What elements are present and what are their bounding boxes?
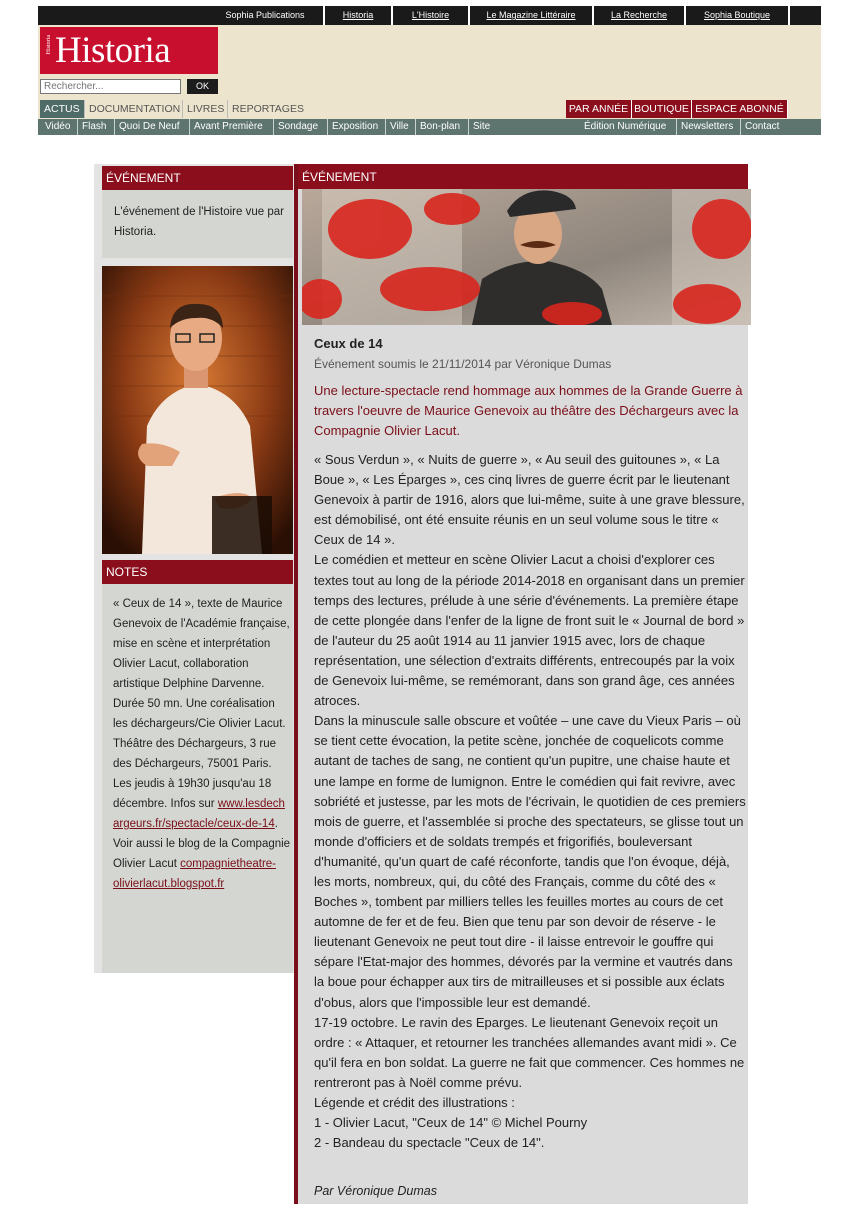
nav-documentation[interactable]: DOCUMENTATION [84,100,184,118]
subnav-ville[interactable]: Ville [385,119,409,135]
event-heading: ÉVÉNEMENT [102,166,293,190]
nav-boutique[interactable]: BOUTIQUE [632,100,692,118]
banner-illustration [302,189,751,325]
article-section-heading: ÉVÉNEMENT [298,164,748,189]
notes-text [113,594,291,894]
blog-link[interactable]: compagnietheatre-olivierlacut.blogspot.fr [113,858,277,890]
article-paragraph: 17-19 octobre. Le ravin des Eparges. Le lieutenant Genevoix reçoit un ordre : « Attaquer, et retourner les tranchées allemandes avant midi ». Ce qu'il fera en bon soldat. La guerre ne fait que commencer. Ces hommes ne rentreront pas à Noël comme prévu. [314,1014,745,1090]
top-link-historia[interactable]: Historia [323,6,391,25]
subnav-edition-numerique[interactable]: Édition Numérique [584,121,667,132]
subnav-flash[interactable]: Flash [77,119,106,135]
subnav-video[interactable]: Vidéo [45,121,71,132]
article-title: Ceux de 14 [314,336,383,351]
subnav-sondage[interactable]: Sondage [273,119,318,135]
top-link-magazine[interactable]: Le Magazine Littéraire [468,6,592,25]
publisher-bar [38,6,821,25]
nav-livres[interactable]: LIVRES [182,100,228,118]
historia-logo[interactable] [40,27,218,74]
notes-heading: NOTES [102,560,293,584]
sub-nav [38,119,821,135]
subnav-quoi-de-neuf[interactable]: Quoi De Neuf [114,119,180,135]
subnav-bon-plan[interactable]: Bon-plan [415,119,460,135]
subnav-site[interactable]: Site [468,119,490,135]
nav-par-annee[interactable]: PAR ANNÉE [566,100,632,118]
illustration-credits-heading: Légende et crédit des illustrations : [314,1095,515,1110]
illustration-credit: 2 - Bandeau du spectacle "Ceux de 14". [314,1135,545,1151]
logo-small-text: Historia [46,35,52,55]
article-lead: Une lecture-spectacle rend hommage aux hommes de la Grande Guerre à travers l'oeuvre de Maurice Genevoix au théâtre des Déchargeurs avec la Compagnie Olivier Lacut. [314,383,743,438]
logo-text: Historia [55,30,171,71]
subnav-newsletters[interactable]: Newsletters [676,119,733,135]
article-meta: Événement soumis le 21/11/2014 par Véronique Dumas [314,357,612,371]
article-signature: Par Véronique Dumas [314,1184,437,1198]
notes-body: « Ceux de 14 », texte de Maurice Genevoix de l'Académie française, mise en scène et interprétation Olivier Lacut, collaboration artistique Delphine Darvenne. Durée 50 mn. Une coréalisation les déchargeurs/Cie Olivier Lacut. Théâtre des Déchargeurs, 3 rue des Déchargeurs, 75001 Paris. Les jeudis à 19h30 jusqu'au 18 décembre. Infos sur [113,598,290,810]
article-column [294,164,748,1204]
top-link-lhistoire[interactable]: L'Histoire [391,6,468,25]
illustration-credit: 1 - Olivier Lacut, "Ceux de 14" © Michel Pourny [314,1115,588,1131]
search-button[interactable]: OK [187,79,218,94]
article-body [314,450,746,1153]
event-box [102,166,293,258]
search-input[interactable] [40,79,181,94]
nav-actus[interactable]: ACTUS [40,100,84,118]
event-description: L'événement de l'Histoire vue par Historia. [114,206,284,238]
nav-reportages[interactable]: REPORTAGES [227,100,308,118]
top-link-recherche[interactable]: La Recherche [592,6,684,25]
site-header [38,25,821,119]
subnav-exposition[interactable]: Exposition [327,119,378,135]
show-banner [302,189,751,325]
nav-espace-abonne[interactable]: ESPACE ABONNÉ [692,100,788,118]
subnav-contact[interactable]: Contact [740,119,779,135]
article-paragraph: Dans la minuscule salle obscure et voûtée – une cave du Vieux Paris – où se tient cette évocation, la petite scène, jonchée de coquelicots comme autant de taches de sang, ne contient qu'un pupitre, une chaise haute et une lampe en forme de lumignon. Entre le comédien qui fait revivre, avec sobriété et justesse, par les mots de l'écrivain, le quotidien de ces premiers mois de guerre, et l'assemblée si proche des spectateurs, se glisse tout un monde d'officiers et de soldats trempés et frigorifiés, bouleversant d'humanité, qu'un quart de café réconforte, tandis que l'on évoque, déjà, les morts, nombreux, qui, du côté des Français, comme du côté des « Boches », tombent par milliers telles les feuilles mortes au cours de cet automne de fer et de feu. Bien que tenu par son devoir de réserve - le lieutenant Genevoix ne peut tout dire - il laisse entrevoir le gouffre qui sépare l'Etat-major des hommes, dévorés par la vermine et vautrés dans la boue pour échapper aux tirs de mitrailleuses et si possible aux éclats d'obus, alors que l'impossible leur est demandé. [314,713,746,1010]
article-paragraph: « Sous Verdun », « Nuits de guerre », « Au seuil des guitounes », « La Boue », « Les Éparges », ces cinq livres de guerre écrit par le lieutenant Genevoix à partir de 1916, alors que lui-même, suite à une grave blessure, est démobilisé, ont été ensuite réunis en un seul volume sous le titre « Ceux de 14 ». [314,452,745,548]
actor-photo [102,266,293,554]
actor-illustration [102,266,293,554]
top-bar-divider [788,6,790,25]
subnav-avant-premiere[interactable]: Avant Première [189,119,263,135]
publisher-label: Sophia Publications [225,10,305,20]
article-paragraph: Le comédien et metteur en scène Olivier Lacut a choisi d'explorer ces textes tout au long de la période 2014-2018 en organisant dans un premier temps des lectures, prélude à une série d'événements. La première étape de cette plongée dans l'enfer de la ligne de front suit le « Journal de bord » de l'auteur du 25 août 1914 au 11 janvier 1915 avec, lors de chaque représentation, une sélection d'extraits différents, entrecoupés par la voix de Genevoix lui-même, se remémorant, dans son grand âge, ces années atroces. [314,552,745,709]
dechargeurs-link[interactable]: www.lesdechargeurs.fr/spectacle/ceux-de-14 [113,798,285,830]
top-link-boutique[interactable]: Sophia Boutique [684,6,788,25]
notes-body-continued: . Voir aussi le blog de la Compagnie Olivier Lacut [113,818,291,870]
